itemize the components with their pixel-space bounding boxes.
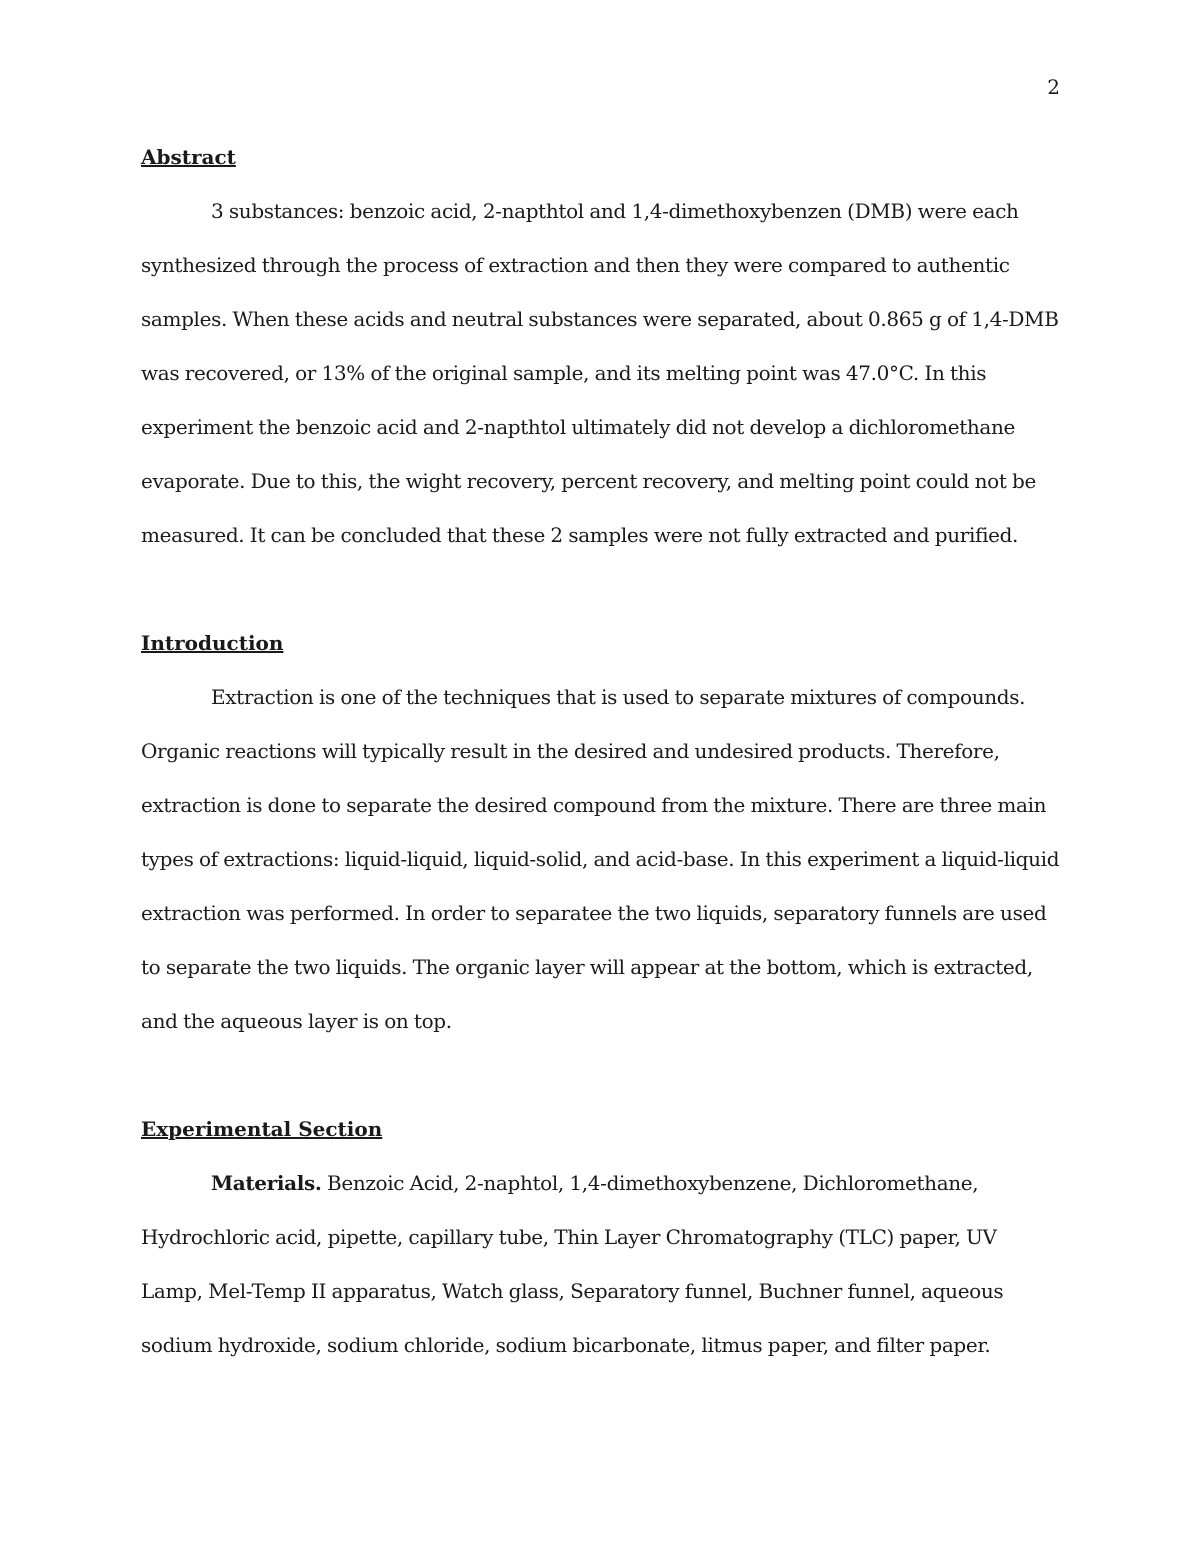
materials-label: Materials. <box>211 1171 322 1195</box>
section-spacer <box>141 1048 1061 1102</box>
introduction-heading: Introduction <box>141 631 284 655</box>
introduction-paragraph: Extraction is one of the techniques that is used to separate mixtures of compounds. Organic reactions will typically result in the desired and undesired products. Therefore, extraction is done to separate the desired compound from the mixture. There are three main types of extractions: liquid-liquid, liquid-solid, and acid-base. In this experiment a liquid-liquid extraction was performed. In order to separatee the two liquids, separatory funnels are used to separate the two liquids. The organic layer will appear at the bottom, which is extracted, and the aqueous layer is on top. <box>141 685 1060 1033</box>
abstract-section <box>141 130 1061 562</box>
experimental-section <box>141 1102 1061 1372</box>
page-number: 2 <box>1047 75 1060 99</box>
experimental-heading: Experimental Section <box>141 1117 383 1141</box>
document-body <box>141 130 1061 1372</box>
materials-paragraph <box>141 1156 1061 1372</box>
materials-text: Benzoic Acid, 2-naphtol, 1,4-dimethoxybenzene, Dichloromethane, Hydrochloric acid, pipette, capillary tube, Thin Layer Chromatography (TLC) paper, UV Lamp, Mel-Temp II apparatus, Watch glass, Separatory funnel, Buchner funnel, aqueous sodium hydroxide, sodium chloride, sodium bicarbonate, litmus paper, and filter paper. <box>141 1171 1004 1357</box>
abstract-heading: Abstract <box>141 145 236 169</box>
section-spacer <box>141 562 1061 616</box>
abstract-paragraph: 3 substances: benzoic acid, 2-napthtol and 1,4-dimethoxybenzen (DMB) were each synthesized through the process of extraction and then they were compared to authentic samples. When these acids and neutral substances were separated, about 0.865 g of 1,4-DMB was recovered, or 13% of the original sample, and its melting point was 47.0°C. In this experiment the benzoic acid and 2-napthtol ultimately did not develop a dichloromethane evaporate. Due to this, the wight recovery, percent recovery, and melting point could not be measured. It can be concluded that these 2 samples were not fully extracted and purified. <box>141 199 1059 547</box>
introduction-section <box>141 616 1061 1048</box>
